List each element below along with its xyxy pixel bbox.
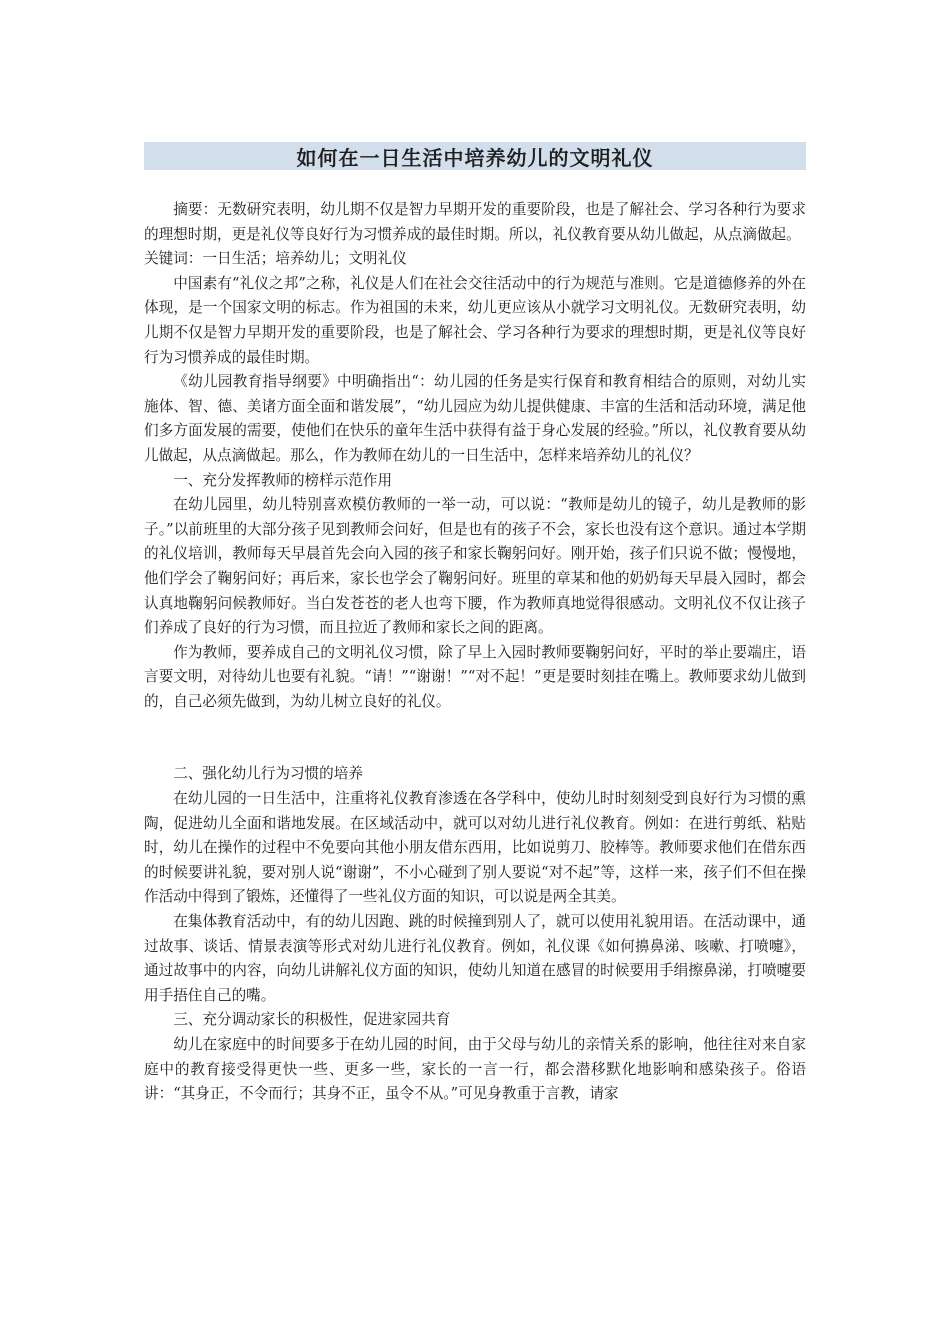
section-3-heading: 三、充分调动家长的积极性，促进家园共育	[173, 1011, 451, 1029]
section-3-paragraph-1: 幼儿在家庭中的时间要多于在幼儿园的时间，由于父母与幼儿的亲情关系的影响，他往往对来自家庭中的教育接受得更快一些、更多一些，家长的一言一行，都会潜移默化地影响和感染孩子。俗语讲：“其身正，不令而行；其身不正，虽令不从。”可见身教重于言教，请家	[144, 1036, 806, 1103]
intro-paragraph-1: 中国素有“礼仪之邦”之称，礼仪是人们在社会交往活动中的行为规范与准则。它是道德修养的外在体现，是一个国家文明的标志。作为祖国的未来，幼儿更应该从小就学习文明礼仪。无数研究表明，幼儿期不仅是智力早期开发的重要阶段，也是了解社会、学习各种行为要求的理想时期，更是礼仪等良好行为习惯养成的最佳时期。	[144, 274, 806, 366]
abstract-paragraph: 摘要：无数研究表明，幼儿期不仅是智力早期开发的重要阶段，也是了解社会、学习各种行为要求的理想时期，更是礼仪等良好行为习惯养成的最佳时期。所以，礼仪教育要从幼儿做起，从点滴做起。	[144, 201, 806, 243]
section-gap	[144, 714, 806, 762]
section-1-paragraph-2: 作为教师，要养成自己的文明礼仪习惯，除了早上入园时教师要鞠躬问好，平时的举止要端庄，语言要文明，对待幼儿也要有礼貌。“请！”“谢谢！”“对不起！”更是要时刻挂在嘴上。教师要求幼儿做到的，自己必须先做到，为幼儿树立良好的礼仪。	[144, 643, 806, 710]
keywords-line: 关键词：一日生活；培养幼儿；文明礼仪	[144, 250, 407, 268]
document-title: 如何在一日生活中培养幼儿的文明礼仪	[296, 145, 654, 170]
section-2-paragraph-2: 在集体教育活动中，有的幼儿因跑、跳的时候撞到别人了，就可以使用礼貌用语。在活动课中，通过故事、谈话、情景表演等形式对幼儿进行礼仪教育。例如，礼仪课《如何擤鼻涕、咳嗽、打喷嚏》，通过故事中的内容，向幼儿讲解礼仪方面的知识，使幼儿知道在感冒的时候要用手绢擦鼻涕，打喷嚏要用手捂住自己的嘴。	[144, 913, 806, 1004]
section-1-heading: 一、充分发挥教师的榜样示范作用	[173, 471, 393, 489]
intro-paragraph-2: 《幼儿园教育指导纲要》中明确指出“：幼儿园的任务是实行保育和教育相结合的原则，对幼儿实施体、智、德、美诸方面全面和谐发展”，“幼儿园应为幼儿提供健康、丰富的生活和活动环境，满足他们多方面发展的需要，使他们在快乐的童年生活中获得有益于身心发展的经验。”所以，礼仪教育要从幼儿做起，从点滴做起。那么，作为教师在幼儿的一日生活中，怎样来培养幼儿的礼仪？	[144, 373, 806, 464]
document-body	[144, 198, 806, 1107]
section-2-paragraph-1: 在幼儿园的一日生活中，注重将礼仪教育渗透在各学科中，使幼儿时时刻刻受到良好行为习惯的熏陶，促进幼儿全面和谐地发展。在区域活动中，就可以对幼儿进行礼仪教育。例如：在进行剪纸、粘贴时，幼儿在操作的过程中不免要向其他小朋友借东西用，比如说剪刀、胶棒等。教师要求他们在借东西的时候要讲礼貌，要对别人说“谢谢”，不小心碰到了别人要说“对不起”等，这样一来，孩子们不但在操作活动中得到了锻炼，还懂得了一些礼仪方面的知识，可以说是两全其美。	[144, 790, 806, 906]
document-page	[144, 142, 806, 1107]
title-banner	[144, 142, 806, 170]
section-1-paragraph-1: 在幼儿园里，幼儿特别喜欢模仿教师的一举一动，可以说：“教师是幼儿的镜子，幼儿是教师的影子。”以前班里的大部分孩子见到教师会问好，但是也有的孩子不会，家长也没有这个意识。通过本学期的礼仪培训，教师每天早晨首先会向入园的孩子和家长鞠躬问好。刚开始，孩子们只说不做；慢慢地，他们学会了鞠躬问好；再后来，家长也学会了鞠躬问好。班里的章某和他的奶奶每天早晨入园时，都会认真地鞠躬问候教师好。当白发苍苍的老人也弯下腰，作为教师真地觉得很感动。文明礼仪不仅让孩子们养成了良好的行为习惯，而且拉近了教师和家长之间的距离。	[144, 496, 806, 637]
section-2-heading: 二、强化幼儿行为习惯的培养	[173, 765, 363, 783]
